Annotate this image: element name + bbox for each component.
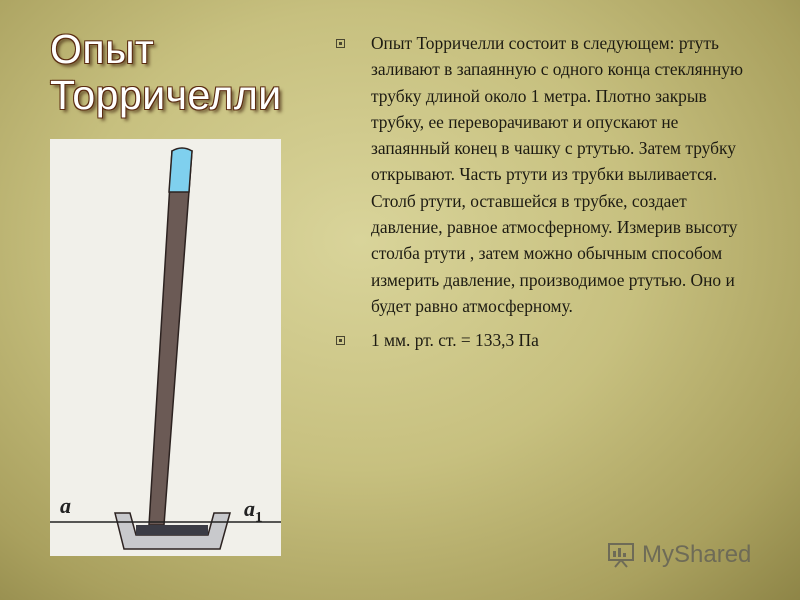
torricelli-figure [50,139,281,556]
list-item [336,30,761,319]
bullet-text: Опыт Торричелли состоит в следующем: ртуть заливают в запаянную с одного конца стеклянную трубку длиной около 1 метра. Плотно закрыв трубку, ее переворачивают и опускают не запаянный конец в чашку с ртутью. Затем трубку открывают. Часть ртути из трубки выливается. Столб ртути, оставшейся в трубке, создает давление, равное атмосферному. Измерив высоту столба ртути , затем можно обычным способом измерить давление, производимое ртутью. Оно и будет равно атмосферному. [371,33,743,316]
mercury-tube [149,151,192,525]
mercury-in-cup [136,525,208,535]
label-a1-sub: 1 [255,509,263,526]
watermark-text: MyShared [642,541,752,568]
list-item [336,327,761,353]
torricelli-diagram [50,139,281,556]
label-a: a [60,493,71,518]
square-bullet-icon [336,336,345,345]
watermark [606,540,751,570]
slide-title [50,26,282,118]
tube-top-empty [169,148,192,192]
slide-title-line-2: Торричелли [50,72,282,118]
square-bullet-icon [336,39,345,48]
slide-title-line-1: Опыт [50,26,155,72]
label-a1-main: a [244,496,255,521]
bullet-text: 1 мм. рт. ст. = 133,3 Па [371,330,539,351]
presentation-board-icon [606,542,636,568]
slide-content [336,30,761,362]
label-a1 [244,496,263,526]
